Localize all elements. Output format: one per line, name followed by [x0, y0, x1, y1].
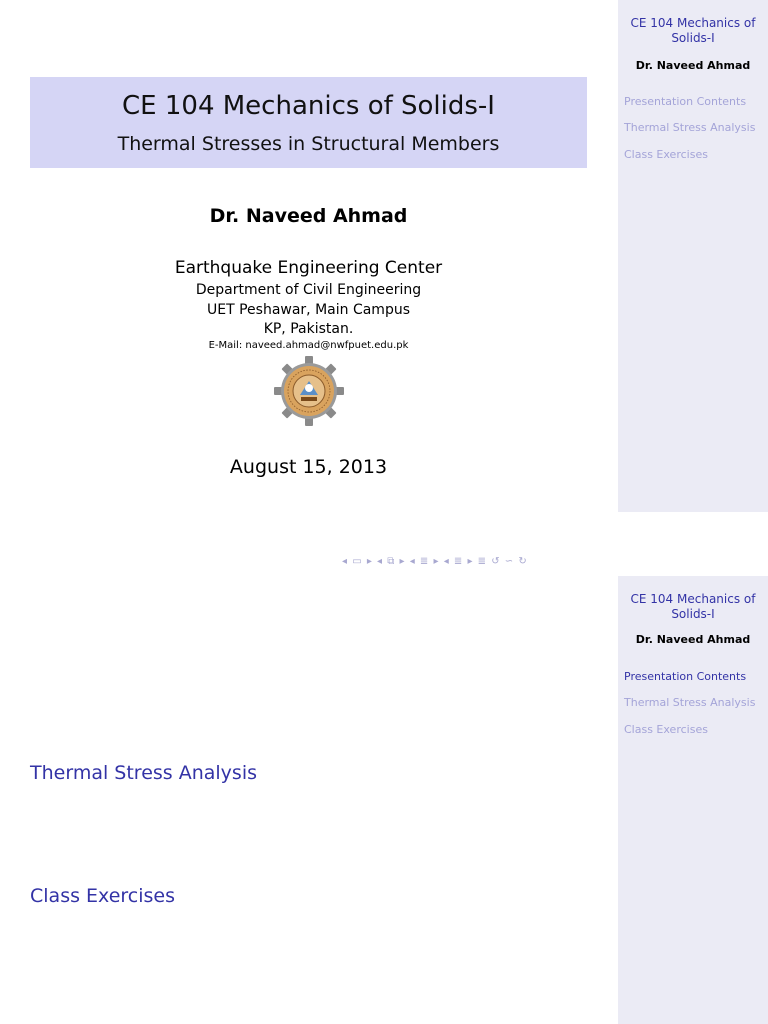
sidebar — [618, 576, 768, 1024]
section-link-thermal-stress-analysis[interactable]: Thermal Stress Analysis — [30, 762, 257, 784]
section-link-class-exercises[interactable]: Class Exercises — [30, 885, 175, 907]
sidebar-item-presentation-contents[interactable]: Presentation Contents — [624, 670, 747, 683]
sidebar-item-thermal-stress-analysis[interactable]: Thermal Stress Analysis — [624, 121, 756, 134]
location: KP, Pakistan. — [263, 321, 354, 337]
title-box — [30, 77, 587, 168]
sidebar-title[interactable]: CE 104 Mechanics of Solids-I — [630, 592, 756, 621]
sidebar-item-thermal-stress-analysis[interactable]: Thermal Stress Analysis — [624, 696, 756, 709]
sidebar-author: Dr. Naveed Ahmad — [635, 59, 751, 72]
sidebar-author: Dr. Naveed Ahmad — [635, 633, 751, 646]
sidebar — [618, 0, 768, 512]
university-seal-icon — [273, 355, 345, 427]
department-name: Department of Civil Engineering — [195, 282, 422, 298]
sidebar-item-presentation-contents[interactable]: Presentation Contents — [624, 95, 747, 108]
presentation-title: CE 104 Mechanics of Solids-I — [122, 91, 495, 121]
sidebar-item-class-exercises[interactable]: Class Exercises — [624, 148, 708, 161]
email-address[interactable]: E-Mail: naveed.ahmad@nwfpuet.edu.pk — [208, 340, 409, 351]
author-name: Dr. Naveed Ahmad — [209, 205, 408, 227]
presentation-subtitle: Thermal Stresses in Structural Members — [117, 133, 500, 155]
contents-slide — [0, 576, 768, 1024]
presentation-date: August 15, 2013 — [229, 456, 388, 478]
sidebar-item-class-exercises[interactable]: Class Exercises — [624, 723, 708, 736]
beamer-navigation-controls[interactable]: ◂ ▭ ▸ ◂ ⧉ ▸ ◂ ≣ ▸ ◂ ≣ ▸ ≣ ↺ ∽ ↻ — [342, 556, 528, 567]
campus-name: UET Peshawar, Main Campus — [207, 302, 410, 318]
institute-name: Earthquake Engineering Center — [174, 258, 443, 278]
sidebar-title[interactable]: CE 104 Mechanics of Solids-I — [630, 16, 756, 45]
